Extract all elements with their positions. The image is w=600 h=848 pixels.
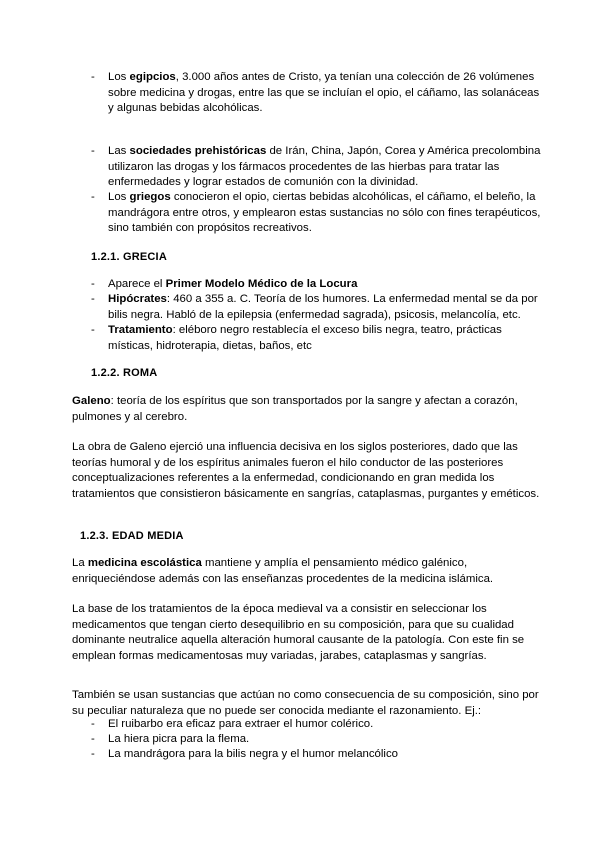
list-item xyxy=(91,292,541,323)
item-bold: Hipócrates xyxy=(108,293,167,305)
item-bold: egipcios xyxy=(129,71,176,83)
list-item xyxy=(91,323,541,354)
section-heading-grecia: 1.2.1. GRECIA xyxy=(91,251,167,263)
bullet-dash: - xyxy=(91,145,95,157)
bullet-dash: - xyxy=(91,718,95,730)
list-item xyxy=(91,70,541,117)
bullet-dash: - xyxy=(91,293,95,305)
item-prefix: Los xyxy=(108,71,130,83)
paragraph-prefix: La xyxy=(72,557,88,569)
item-text: conocieron el opio, ciertas bebidas alcohólicas, el cáñamo, el beleño, la mandrágora entre otros, y emplearon estas sustancias no sólo con fines terapéuticos, sino también con propósitos recreativos. xyxy=(108,191,541,234)
paragraph-text: mantiene y amplía el pensamiento médico galénico, enriqueciéndose además con las enseñanzas procedentes de la medicina islámica. xyxy=(72,557,494,585)
paragraph-tratamientos: La base de los tratamientos de la época medieval va a consistir en seleccionar los medicamentos que tengan cierto desequilibrio en su composición, para que su cualidad dominante neutralice aquella alteración humoral causante de la patología. Con este fin se emplean formas medicamentosas muy variadas, jarabes, cataplasmas y sangrías. xyxy=(72,603,525,662)
bullet-dash: - xyxy=(91,191,95,203)
paragraph-text: : teoría de los espíritus que son transportados por la sangre y afectan a corazón, pulmones y al cerebro. xyxy=(72,395,518,423)
list-item xyxy=(91,732,249,748)
bullet-dash: - xyxy=(91,748,95,760)
item-bold: Tratamiento xyxy=(108,324,173,336)
item-prefix: Los xyxy=(108,191,130,203)
bullet-dash: - xyxy=(91,324,95,336)
item-text: : eléboro negro restablecía el exceso bilis negra, teatro, prácticas místicas, hidroterapia, dietas, baños, etc xyxy=(108,324,502,352)
paragraph-escolastica xyxy=(72,556,542,587)
item-prefix: Aparece el xyxy=(108,278,166,290)
item-prefix: Las xyxy=(108,145,130,157)
item-text: , 3.000 años antes de Cristo, ya tenían una colección de 26 volúmenes sobre medicina y drogas, entre las que se incluían el opio, el cáñamo, las solanáceas y algunas bebidas alcohólicas. xyxy=(108,71,540,114)
section-heading-edad-media: 1.2.3. EDAD MEDIA xyxy=(80,530,184,542)
term-galeno: Galeno xyxy=(72,395,111,407)
paragraph-galeno xyxy=(72,394,542,425)
item-text: El ruibarbo era eficaz para extraer el humor colérico. xyxy=(108,718,374,730)
list-item xyxy=(91,190,541,237)
item-text: de Irán, China, Japón, Corea y América precolombina utilizaron las drogas y los fármacos procedentes de las hierbas para tratar las enfermedades y lograr estados de comunión con la divinidad. xyxy=(108,145,541,188)
item-bold: griegos xyxy=(129,191,171,203)
paragraph-sustancias: También se usan sustancias que actúan no como consecuencia de su composición, sino por su peculiar naturaleza que no puede ser conocida mediante el razonamiento. Ej.: xyxy=(72,689,539,717)
item-text: La hiera picra para la flema. xyxy=(108,733,250,745)
list-item xyxy=(91,717,373,733)
item-text: La mandrágora para la bilis negra y el humor melancólico xyxy=(108,748,398,760)
bullet-dash: - xyxy=(91,733,95,745)
item-bold: sociedades prehistóricas xyxy=(129,145,267,157)
list-item xyxy=(91,277,357,293)
item-text: : 460 a 355 a. C. Teoría de los humores. La enfermedad mental se da por bilis negra. Habló de la epilepsia (enfermedad sagrada), psicosis, melancolía, etc. xyxy=(108,293,538,321)
term-medicina-escolastica: medicina escolástica xyxy=(87,557,202,569)
bullet-dash: - xyxy=(91,278,95,290)
item-bold: Primer Modelo Médico de la Locura xyxy=(165,278,358,290)
paragraph-obra-galeno: La obra de Galeno ejerció una influencia decisiva en los siglos posteriores, dado que las teorías humoral y de los espíritus animales fueron el hilo conductor de las posteriores conceptualizaciones referentes a la enfermedad, condicionando en gran medida los tratamientos que consistieron básicamente en sangrías, cataplasmas, purgantes y eméticos. xyxy=(72,441,540,500)
list-item xyxy=(91,747,398,763)
list-item xyxy=(91,144,541,191)
section-heading-roma: 1.2.2. ROMA xyxy=(91,367,158,379)
bullet-dash: - xyxy=(91,71,95,83)
